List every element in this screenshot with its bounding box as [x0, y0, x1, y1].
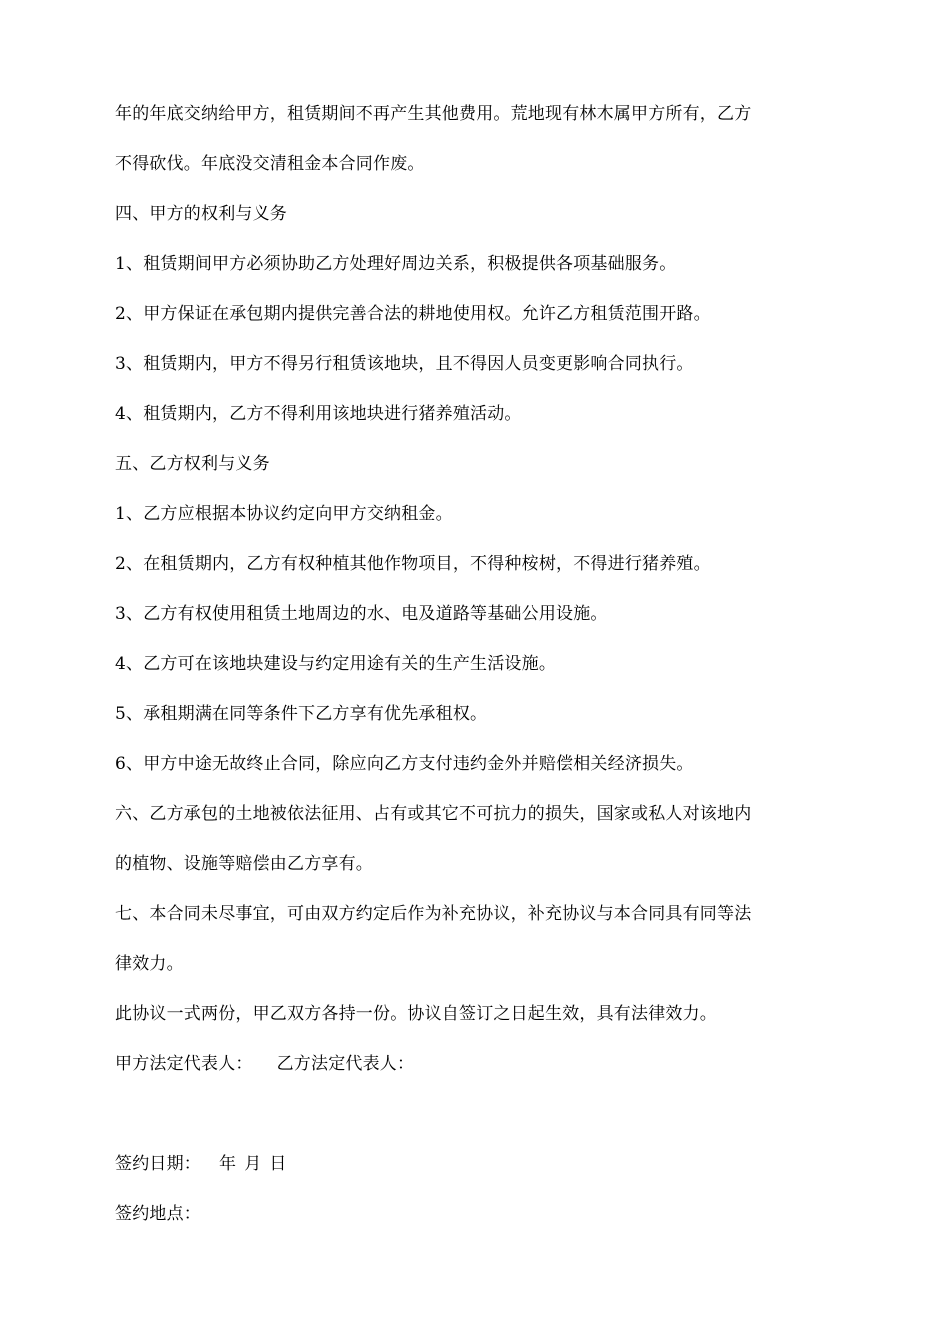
signing-place-label: 签约地点： [115, 1204, 201, 1224]
clause-line: 2、在租赁期内，乙方有权种植其他作物项目，不得种桉树，不得进行猪养殖。 [115, 554, 711, 574]
clause-line: 1、租赁期间甲方必须协助乙方处理好周边关系，积极提供各项基础服务。 [115, 254, 677, 274]
section-heading: 五、乙方权利与义务 [115, 454, 270, 474]
date-year: 年 [219, 1154, 237, 1174]
clause-line: 1、乙方应根据本协议约定向甲方交纳租金。 [115, 504, 453, 524]
paragraph-line: 不得砍伐。年底没交清租金本合同作废。 [115, 154, 425, 174]
clause-line: 6、甲方中途无故终止合同，除应向乙方支付违约金外并赔偿相关经济损失。 [115, 754, 694, 774]
date-day: 日 [269, 1154, 287, 1174]
section-paragraph-line: 六、乙方承包的土地被依法征用、占有或其它不可抗力的损失，国家或私人对该地内 [115, 804, 752, 824]
clause-line: 4、租赁期内，乙方不得利用该地块进行猪养殖活动。 [115, 404, 522, 424]
clause-line: 5、承租期满在同等条件下乙方享有优先承租权。 [115, 704, 488, 724]
signing-date-row [115, 1152, 845, 1176]
clause-line: 3、租赁期内，甲方不得另行租赁该地块，且不得因人员变更影响合同执行。 [115, 354, 694, 374]
closing-paragraph-line: 此协议一式两份，甲乙双方各持一份。协议自签订之日起生效，具有法律效力。 [115, 1004, 717, 1024]
section-paragraph-line: 七、本合同未尽事宜，可由双方约定后作为补充协议，补充协议与本合同具有同等法 [115, 904, 752, 924]
section-paragraph-line: 律效力。 [115, 954, 184, 974]
clause-line: 4、乙方可在该地块建设与约定用途有关的生产生活设施。 [115, 654, 557, 674]
signing-date-label: 签约日期： [115, 1154, 201, 1174]
clause-line: 2、甲方保证在承包期内提供完善合法的耕地使用权。允许乙方租赁范围开路。 [115, 304, 711, 324]
signature-row [115, 1052, 845, 1076]
clause-line: 3、乙方有权使用租赁土地周边的水、电及道路等基础公用设施。 [115, 604, 608, 624]
date-month: 月 [244, 1154, 262, 1174]
section-paragraph-line: 的植物、设施等赔偿由乙方享有。 [115, 854, 373, 874]
party-b-representative-label: 乙方法定代表人： [276, 1054, 415, 1074]
party-a-representative-label: 甲方法定代表人： [115, 1054, 253, 1074]
paragraph-line: 年的年底交纳给甲方，租赁期间不再产生其他费用。荒地现有林木属甲方所有，乙方 [115, 104, 752, 124]
section-heading: 四、甲方的权利与义务 [115, 204, 287, 224]
